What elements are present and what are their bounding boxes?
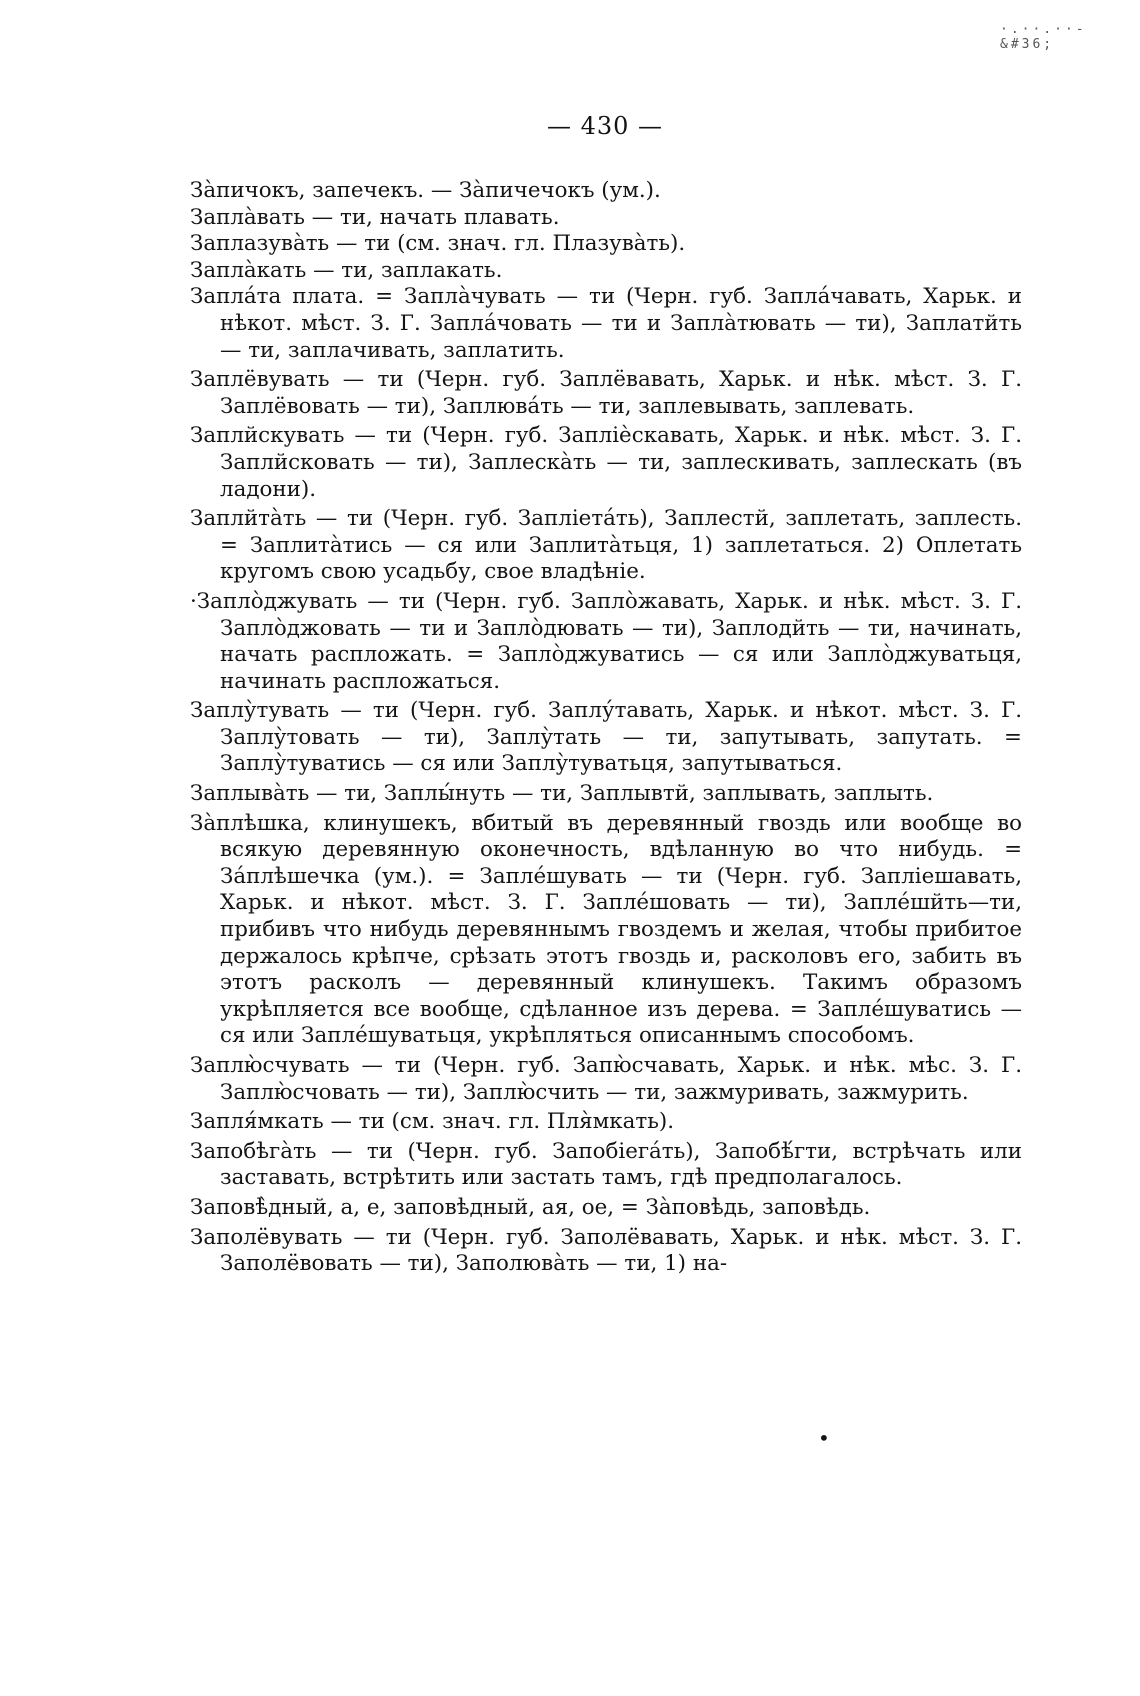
entry-zapovedny: Заповѣ̀дный, а, е, заповѣдный, ая, ое, = За̀повѣдь, заповѣдь. bbox=[190, 1194, 871, 1220]
entry-zaplevuvat: Заплёвувать — ти (Черн. губ. Заплёвавать, Харьк. и нѣк. мѣст. З. Г. Заплёвовать — ти), Заплюва́ть — ти, заплевывать, заплевать. bbox=[190, 367, 1022, 419]
entry-zapliskuvat: Заплйскувать — ти (Черн. губ. Заплiѐскавать, Харьк. и нѣк. мѣст. З. Г. Заплйсковать — ти), Заплеска̀ть — ти, заплескивать, заплескать (въ ладони). bbox=[190, 423, 1022, 502]
entry-zaplata: Запла́та плата. = Запла̀чувать — ти (Черн. губ. Запла́чавать, Харьк. и нѣкот. мѣст. З. Г. Запла́човать — ти и Запла̀тювать — ти), Заплатйть — ти, заплачивать, заплатить. bbox=[190, 284, 1022, 363]
scan-corner-mark: ·.··.··-&#36; bbox=[1000, 22, 1087, 52]
entry-zaplazuvat: Заплазува̀ть — ти (см. знач. гл. Плазува̀ть). bbox=[190, 231, 686, 257]
entry-zaplakat: Запла̀кать — ти, заплакать. bbox=[190, 257, 503, 283]
dictionary-entries bbox=[190, 178, 1022, 1281]
entry-zapobegat: Запобѣга̀ть — ти (Черн. губ. Запобiега́ть), Запобѣ́гти, встрѣчать или заставать, встрѣтить или застать тамъ, гдѣ предполагалось. bbox=[190, 1138, 1022, 1191]
ink-dot: • bbox=[818, 1426, 830, 1450]
entry-zapichok: За̀пичокъ, запечекъ. — За̀пичечокъ (ум.). bbox=[190, 178, 661, 203]
entry-zaplutuvat: Заплу̀тувать — ти (Черн. губ. Заплу́тавать, Харьк. и нѣкот. мѣст. З. Г. Заплу̀товать — ти), Заплу̀тать — ти, запутывать, запутать. = Заплу̀туватись — ся или Заплу̀туватьця, запутываться. bbox=[190, 698, 1022, 777]
entry-zaplytat: Заплйта̀ть — ти (Черн. губ. Заплiета́ть), Заплестй, заплетать, заплесть. = Заплита̀тись — ся или Заплита̀тьця, 1) заплетаться. 2) Оплетать кругомъ свою усадьбу, свое владѣнiе. bbox=[190, 506, 1022, 585]
entry-zaplodzhuvat: ·Запло̀джувать — ти (Черн. губ. Запло̀жавать, Харьк. и нѣк. мѣст. З. Г. Запло̀джовать — ти и Запло̀дювать — ти), Заплодйть — ти, начинать, начать распложать. = Запло̀джуватись — ся или Запло̀джуватьця, начинать распложаться. bbox=[190, 588, 1022, 694]
entry-zapleshka: За̀плѣшка, клинушекъ, вбитый въ деревянный гвоздь или вообще во всякую деревянную оконечность, вдѣланную во что нибудь. = За́плѣшечка (ум.). = Запле́шувать — ти (Черн. губ. Заплiешавать, Харьк. и нѣкот. мѣст. З. Г. Запле́шовать — ти), Запле́шйть—ти, прибивъ что нибудь деревяннымъ гвоздемъ и желая, чтобы прибитое держалось крѣпче, срѣзать этотъ гвоздь и, расколовъ его, забить въ этотъ расколъ — деревянный клинушекъ. Такимъ образомъ укрѣпляется все вообще, сдѣланное изъ дерева. = Запле́шуватись — ся или Запле́шуватьця, укрѣпляться описаннымъ способомъ. bbox=[190, 810, 1022, 1049]
entry-zapolevuvat: Заполёвувать — ти (Черн. губ. Заполёвавать, Харьк. и нѣк. мѣст. З. Г. Заполёвовать — ти), Заполюва̀ть — ти, 1) на- bbox=[190, 1224, 1022, 1277]
entry-zaplyuschuvat: Заплю̀счувать — ти (Черн. губ. Запю̀счавать, Харьк. и нѣк. мѣс. З. Г. Заплю̀счовать — ти), Заплю̀счить — ти, зажмуривать, зажмурить. bbox=[190, 1053, 1022, 1105]
page-number: — 430 — bbox=[546, 112, 664, 140]
entry-zaplyvat: Заплыва̀ть — ти, Заплы́нуть — ти, Заплывтй, заплывать, заплыть. bbox=[190, 781, 934, 807]
entry-zaplavat: Запла̀вать — ти, начать плавать. bbox=[190, 204, 560, 230]
entry-zaplyamkat: Запля́мкать — ти (см. знач. гл. Пля̀мкать). bbox=[190, 1109, 675, 1135]
